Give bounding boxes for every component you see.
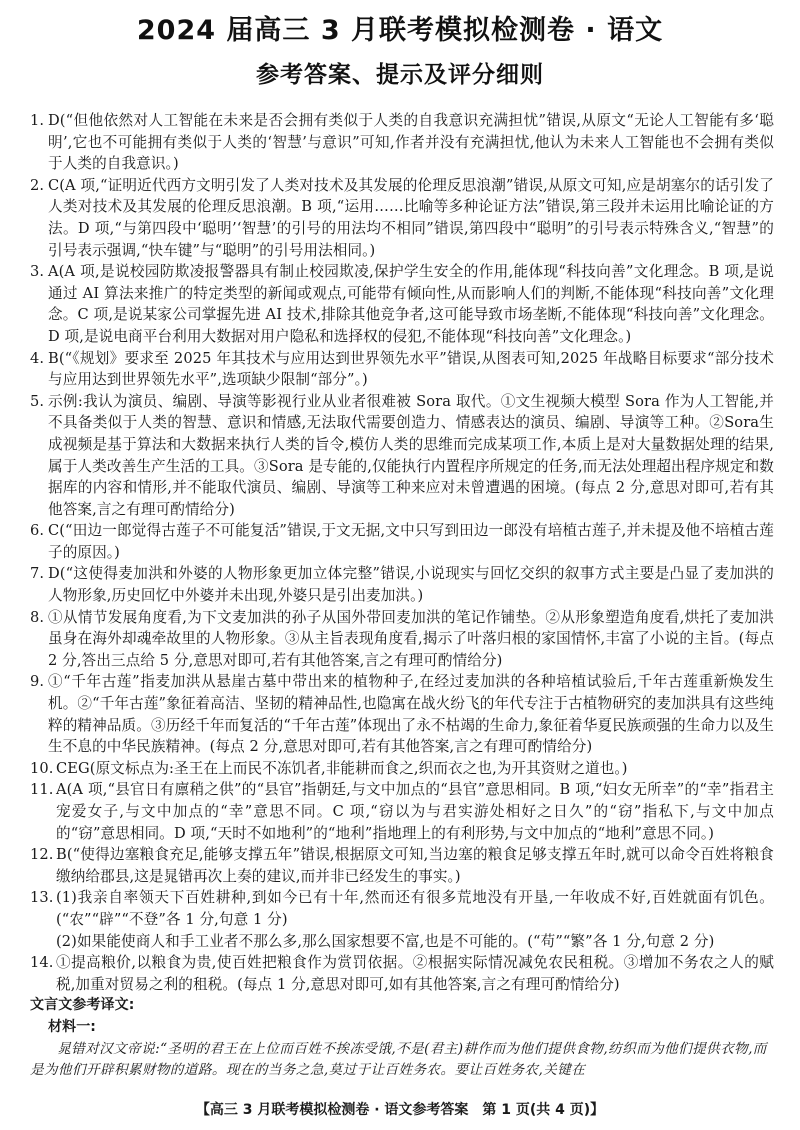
page-title: 2024 届高三 3 月联考模拟检测卷 · 语文 xyxy=(136,15,664,46)
answer-item xyxy=(30,779,774,844)
answer-body xyxy=(30,110,774,1081)
item-number: 7. xyxy=(30,565,45,583)
item-text: B(“使得边塞粮食充足,能够支撑五年”错误,根据原文可知,当边塞的粮食足够支撑五年时,就可以命令百姓将粮食缴纳给郡县,这是晁错再次上奏的建议,而并非已经发生的事实。) xyxy=(56,846,774,885)
item-number: 5. xyxy=(30,392,45,410)
item-number: 9. xyxy=(30,673,45,691)
item-number: 6. xyxy=(30,522,45,540)
translation-text: 晁错对汉文帝说:“圣明的君王在上位而百姓不挨冻受饿,不是(君主)耕作而为他们提供食物,纺织而为他们提供衣物,而是为他们开辟积累财物的道路。现在的当务之急,莫过于让百姓务农。要让百姓务农,关键在 xyxy=(30,1040,767,1078)
item-number: 2. xyxy=(30,176,45,194)
answer-item xyxy=(30,110,774,175)
page-footer: 【高三 3 月联考模拟检测卷 · 语文参考答案 第 1 页(共 4 页)】 xyxy=(195,1102,605,1118)
item-text: CEG(原文标点为:圣王在上而民不冻饥者,非能耕而食之,织而衣之也,为开其资财之道也。) xyxy=(56,759,628,777)
item-text: ①“千年古莲”指麦加洪从悬崖古墓中带出来的植物种子,在经过麦加洪的各种培植试验后,千年古莲重新焕发生机。②“千年古莲”象征着高洁、坚韧的精神品性,也隐寓在战火纷飞的年代专注于古植物研究的麦加洪具有这些纯粹的精神品质。③历经千年而复活的“千年古莲”体现出了永不枯竭的生命力,象征着华夏民族顽强的生命力以及生生不息的中华民族精神。(每点 2 分,意思对即可,若有其他答案,言之有理可酌情给分) xyxy=(48,673,774,756)
item-number: 4. xyxy=(30,349,45,367)
item-text: 示例:我认为演员、编剧、导演等影视行业从业者很难被 Sora 取代。①文生视频大模型 Sora 作为人工智能,并不具备类似于人类的智慧、意识和情感,无法取代需要创造力、情感表达的演员、编剧、导演等工种。②Sora生成视频是基于算法和大数据来执行人类的旨令,模仿人类的思维而完成某项工作,本质上是对大量数据处理的结果,属于人类改善生产生活的工具。③Sora 是专能的,仅能执行内置程序所规定的任务,而无法处理超出程序规定和数据库的内容和情形,并不能取代演员、编剧、导演等工种来应对未曾遭遇的困境。(每点 2 分,意思对即可,若有其他答案,言之有理可酌情给分) xyxy=(48,392,774,518)
answer-item xyxy=(30,607,774,672)
answer-item xyxy=(30,391,774,521)
item-text: C(A 项,“证明近代西方文明引发了人类对技术及其发展的伦理反思浪潮”错误,从原文可知,应是胡塞尔的话引发了人类对技术及其发展的伦理反思浪潮。B 项,“运用……比喻等多种论证方法”错误,第三段并未运用比喻论证的方法。D 项,“与第四段中‘聪明’‘智慧’的引号的用法均不相同”错误,第四段中“聪明”的引号表示特殊含义,“智慧”的引号表示强调,“快车键”与“聪明”的引号用法相同。) xyxy=(48,176,774,259)
item-number: 13. xyxy=(30,889,54,907)
item-number: 14. xyxy=(30,954,54,972)
item-number-spacer xyxy=(30,931,56,953)
answer-item xyxy=(30,348,774,391)
item-text: (1)我亲自率领天下百姓耕种,到如今已有十年,然而还有很多荒地没有开垦,一年收成不好,百姓就面有饥色。(“农”“辟”“不登”各 1 分,句意 1 分) xyxy=(56,889,774,928)
answer-item xyxy=(30,758,774,780)
answer-item xyxy=(30,671,774,757)
answer-item xyxy=(30,175,774,261)
item-number: 12. xyxy=(30,846,54,864)
answer-item xyxy=(30,844,774,887)
answer-item xyxy=(30,563,774,606)
answer-item xyxy=(30,520,774,563)
item-text: ①从情节发展角度看,为下文麦加洪的孙子从国外带回麦加洪的笔记作铺垫。②从形象塑造角度看,烘托了麦加洪虽身在海外却魂牵故里的人物形象。③从主旨表现角度看,揭示了叶落归根的家国情怀,丰富了小说的主旨。(每点 2 分,答出三点给 5 分,意思对即可,若有其他答案,言之有理可酌情给分) xyxy=(48,608,774,669)
answer-item xyxy=(30,261,774,347)
item-text: A(A 项,“县官日有廪稍之供”的“县官”指朝廷,与文中加点的“县官”意思相同。B 项,“妇女无所幸”的“幸”指君主宠爱女子,与文中加点的“幸”意思不同。C 项,“窃以为与君实游处相好之日久”的“窃”指私下,与文中加点的“窃”意思相同。D 项,“天时不如地利”的“地利”指地理上的有利形势,与文中加点的“地利”意思不同。) xyxy=(56,781,774,842)
item-text: (2)如果能使商人和手工业者不那么多,那么国家想要不富,也是不可能的。(“苟”“繁”各 1 分,句意 2 分) xyxy=(56,932,715,950)
item-number: 11. xyxy=(30,781,54,799)
item-text: B(“《规划》要求至 2025 年其技术与应用达到世界领先水平”错误,从图表可知,2025 年战略目标要求“部分技术与应用达到世界领先水平”,选项缺少限制“部分”。) xyxy=(48,349,774,389)
item-text: A(A 项,是说校园防欺凌报警器具有制止校园欺凌,保护学生安全的作用,能体现“科技向善”文化理念。B 项,是说通过 AI 算法来推广的特定类型的新闻或观点,可能带有倾向性,从而影响人们的判断,不能体现“科技向善”文化理念。C 项,是说某家公司掌握先进 AI 技术,排除其他竞争者,这可能导致市场垄断,不能体现“科技向善”文化理念。D 项,是说电商平台利用大数据对用户隐私和选择权的侵犯,不能体现“科技向善”文化理念。) xyxy=(48,263,774,345)
page-subtitle: 参考答案、提示及评分细则 xyxy=(256,62,544,88)
item-number: 8. xyxy=(30,608,45,626)
item-text: ①提高粮价,以粮食为贵,使百姓把粮食作为赏罚依据。②根据实际情况减免农民租税。③增加不务农之人的赋税,加重对贸易之利的租税。(每点 1 分,意思对即可,如有其他答案,言之有理可酌情给分) xyxy=(56,954,774,993)
material-label: 材料一: xyxy=(48,1018,96,1035)
answer-item xyxy=(30,931,774,953)
item-number: 10. xyxy=(30,759,54,777)
item-text: C(“田边一郎觉得古莲子不可能复活”错误,于文无据,文中只写到田边一郎没有培植古莲子,并未提及他不培植古莲子的原因。) xyxy=(48,522,774,561)
translation-heading: 文言文参考译文: xyxy=(30,997,135,1014)
item-text: D(“但他依然对人工智能在未来是否会拥有类似于人类的自我意识充满担忧”错误,从原文“无论人工智能有多‘聪明’,它也不可能拥有类似于人类的‘智慧’与意识”可知,作者并没有充满担忧,他认为未来人工智能也不会拥有类似于人类的自我意识。) xyxy=(48,112,774,173)
item-number: 1. xyxy=(30,112,45,129)
answer-item xyxy=(30,887,774,930)
item-text: D(“这使得麦加洪和外婆的人物形象更加立体完整”错误,小说现实与回忆交织的叙事方式主要是凸显了麦加洪的人物形象,历史回忆中外婆并未出现,外婆只是引出麦加洪。) xyxy=(48,565,774,605)
item-number: 3. xyxy=(30,263,45,281)
answer-item xyxy=(30,952,774,995)
